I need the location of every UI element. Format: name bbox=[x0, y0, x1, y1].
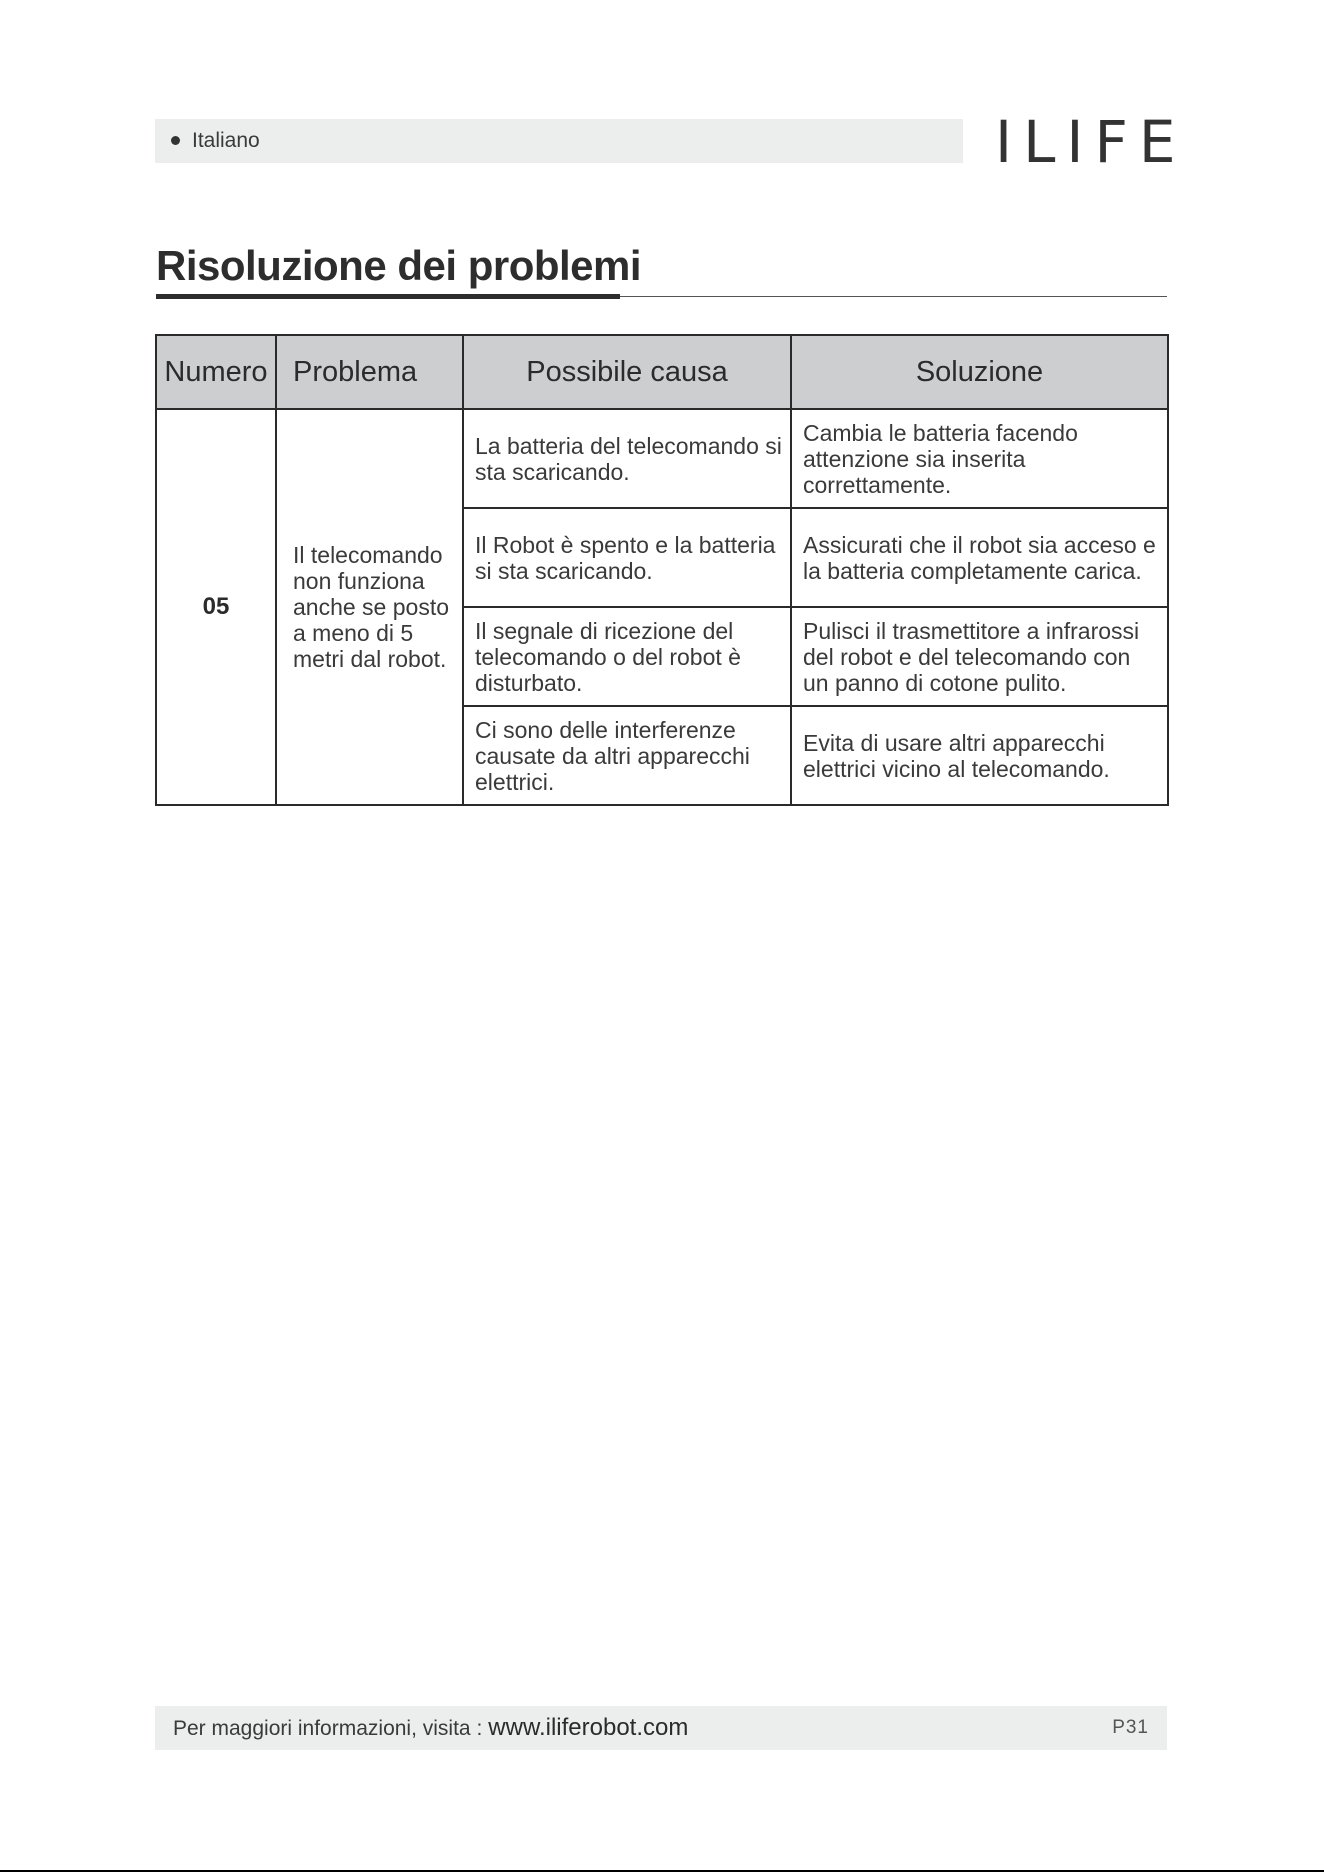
language-label: Italiano bbox=[192, 129, 260, 152]
header-possibile-causa: Possibile causa bbox=[463, 335, 791, 409]
website-link[interactable]: www.iliferobot.com bbox=[488, 1714, 689, 1741]
cause-cell: Ci sono delle interferenze causate da altri apparecchi elettrici. bbox=[463, 706, 791, 805]
cause-cell: La batteria del telecomando si sta scaricando. bbox=[463, 409, 791, 508]
title-underline-thick bbox=[156, 294, 620, 299]
footer-info-label: Per maggiori informazioni, visita : bbox=[173, 1717, 483, 1740]
troubleshooting-table bbox=[155, 334, 1169, 806]
table-header-row bbox=[156, 335, 1168, 409]
solution-cell: Evita di usare altri apparecchi elettrici vicino al telecomando. bbox=[791, 706, 1168, 805]
header-problema: Problema bbox=[276, 335, 463, 409]
brand-logo: ILIFE bbox=[995, 108, 1187, 176]
page-number: P31 bbox=[1112, 1717, 1149, 1738]
problem-number: 05 bbox=[156, 409, 276, 805]
cause-cell: Il segnale di ricezione del telecomando o del robot è disturbato. bbox=[463, 607, 791, 706]
bullet-icon bbox=[171, 136, 180, 145]
table-row bbox=[156, 409, 1168, 508]
header-soluzione: Soluzione bbox=[791, 335, 1168, 409]
page-title: Risoluzione dei problemi bbox=[156, 242, 642, 289]
header-numero: Numero bbox=[156, 335, 276, 409]
solution-cell: Pulisci il trasmettitore a infrarossi del robot e del telecomando con un panno di cotone pulito. bbox=[791, 607, 1168, 706]
solution-cell: Cambia le batteria facendo attenzione sia inserita correttamente. bbox=[791, 409, 1168, 508]
cause-cell: Il Robot è spento e la batteria si sta scaricando. bbox=[463, 508, 791, 607]
language-header-bar bbox=[155, 119, 963, 163]
problem-description: Il telecomando non funziona anche se posto a meno di 5 metri dal robot. bbox=[276, 409, 463, 805]
footer-info bbox=[173, 1714, 688, 1743]
solution-cell: Assicurati che il robot sia acceso e la batteria completamente carica. bbox=[791, 508, 1168, 607]
